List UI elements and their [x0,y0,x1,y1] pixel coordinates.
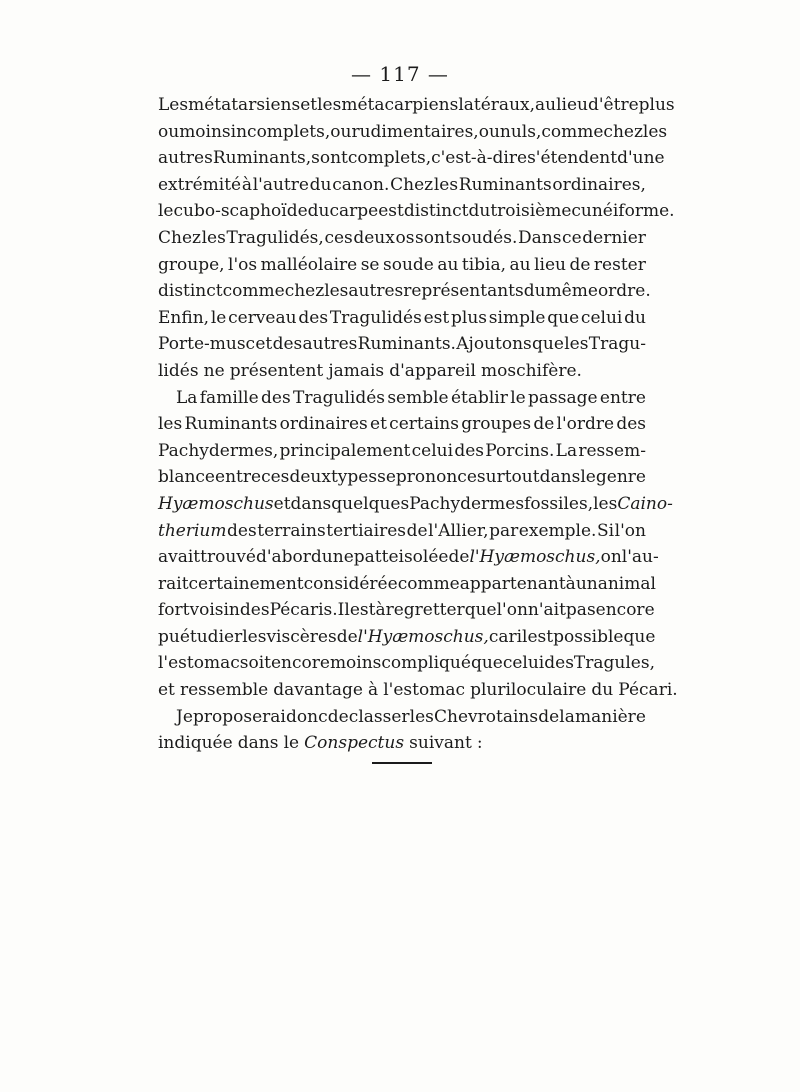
word: Pachydermes [409,493,525,514]
word: pluriloculaire [470,680,587,701]
word: l'estomac [158,653,240,674]
word: groupes [461,414,532,435]
word: est [378,201,404,222]
word: types [330,467,378,488]
word: prononce [395,467,477,488]
word: du [309,174,332,195]
word: Si [596,520,615,541]
word: d'une [617,148,665,169]
word: soit [239,653,271,674]
word: voisin [189,600,240,621]
word: comme [222,281,285,302]
word: Tragulidés, [226,227,324,248]
word: La [555,440,578,461]
word: Chevrotains [434,706,539,727]
word: encore [270,653,330,674]
word: incomplets, [230,121,331,142]
word: surtout [476,467,540,488]
word: se [360,254,380,275]
word: therium [158,520,227,541]
word: de [448,547,470,568]
word: des [454,440,484,461]
word: le [283,733,300,754]
word: animal [597,573,656,594]
word: rudimentaires, [351,121,479,142]
body-text [158,92,678,757]
word: de [533,414,555,435]
word: que [623,626,656,647]
word: troisième [490,201,572,222]
word: c'est-à-dire [431,148,528,169]
word: considérée [303,573,398,594]
text-line [158,544,659,571]
text-line [158,331,646,358]
word: compliqué [381,653,471,674]
word: carpe [329,201,379,222]
word: car [488,626,517,647]
word: jamais [328,360,385,381]
word: métacarpiens [341,95,459,115]
word: est [349,600,376,621]
word: canon. [332,174,390,195]
text-line [158,145,665,172]
word: moins [329,653,382,674]
word: dans [290,493,332,514]
word: famille [199,387,259,408]
word: complets, [347,148,432,169]
word: Caino- [617,493,673,514]
word: autres [158,148,213,169]
word: simple [488,307,546,328]
word: que [532,334,564,355]
word: de [336,626,358,647]
text-line [158,704,646,731]
word: Conspectus [304,733,405,754]
word: et [273,493,291,514]
word: chez [603,121,643,142]
word: des [272,334,303,355]
word: latéraux, [458,95,536,115]
word: Tragulidés [329,307,422,328]
text-line [158,464,646,491]
word: fossiles, [524,493,594,514]
word: les [324,281,349,302]
word: Porte-musc [158,334,256,355]
word: ou [330,121,352,142]
word: lieu [556,95,588,115]
word: plus [638,95,675,115]
word: soudés. [452,227,518,248]
word: du [591,680,614,701]
word: semble [387,387,449,408]
word: exemple. [518,520,597,541]
word: les [158,414,183,435]
word: comme [397,573,460,594]
word: Il [337,600,350,621]
text-line [158,677,678,704]
word: de [327,706,349,727]
word: lidés [158,360,199,381]
page-number: — 117 — [351,62,449,86]
word: Les [158,95,189,115]
word: nuls, [499,121,542,142]
word: sont [311,148,348,169]
text-line [158,650,655,677]
word: appartenant [459,573,566,594]
word: Ruminants [184,414,278,435]
word: genre [595,467,646,488]
word: les [201,227,226,248]
word: Pachydermes, [158,440,279,461]
word: groupe, [158,254,225,275]
word: dernier [582,227,646,248]
text-line [158,411,646,438]
word: les [242,626,267,647]
word: Ruminants, [212,148,312,169]
paragraph [158,704,646,757]
word: à [241,174,252,195]
word: ressem- [578,440,646,461]
word: Chez [390,174,434,195]
word: les [317,95,342,115]
text-line [158,624,656,651]
word: les [409,706,434,727]
word: l'Allier, [428,520,489,541]
word: Je [176,706,193,727]
word: et [300,95,318,115]
word: ressemble [180,680,269,701]
word: un [575,573,598,594]
word: passage [528,387,598,408]
word: ces [261,467,290,488]
word: tibia, [461,254,507,275]
word: La [176,387,198,408]
word: l'estomac [383,680,465,701]
word: au [535,95,557,115]
word: Hyæmoschus [158,493,274,514]
word: Chez [158,227,201,248]
word: Tragulidés [293,387,385,408]
word: lieu [534,254,566,275]
word: Ruminants. [357,334,456,355]
word: Tragules, [573,653,655,674]
paragraph [158,92,675,385]
text-line [158,198,675,225]
word: regretter [385,600,465,621]
word: blance [158,467,215,488]
word: à [368,680,379,701]
text-line [158,491,673,518]
text-line [158,278,651,305]
word: au [437,254,459,275]
word: l'au- [621,547,659,568]
word: et [158,680,175,701]
word: ces [324,227,353,248]
word: est [423,307,450,328]
word: du [523,281,546,302]
word: il [516,626,528,647]
text-line [158,92,675,119]
word: Dans [517,227,562,248]
word: des [239,600,270,621]
word: à [375,600,386,621]
word: indiquée [158,733,233,754]
word: classer [348,706,410,727]
word: rait [158,573,189,594]
word: dans [237,733,279,754]
word: du [624,307,646,328]
word: malléolaire [260,254,358,275]
word: se [377,467,396,488]
word: celui [411,440,454,461]
word: les [593,493,618,514]
word: l'on [614,520,646,541]
word: moins [179,121,231,142]
word: le [210,307,227,328]
word: des [261,387,291,408]
word: isolée [398,547,449,568]
word: les [433,174,459,195]
text-line [158,172,646,199]
word: entre [599,387,646,408]
word: de [538,706,560,727]
word: ordre. [597,281,651,302]
word: terrains [257,520,326,541]
word: établir [450,387,508,408]
paragraph [158,385,678,704]
word: autres [302,334,358,355]
word: celui [580,307,623,328]
word: des [544,653,574,674]
text-line [158,119,668,146]
word: ordinaires [279,414,368,435]
word: la [559,706,575,727]
word: patte [353,547,399,568]
word: distinct [403,201,469,222]
word: comme [541,121,604,142]
word: l'os [228,254,258,275]
word: : [476,733,483,754]
word: possible [553,626,624,647]
word: certains [389,414,459,435]
word: et [370,414,387,435]
word: dans [539,467,581,488]
word: de [569,254,591,275]
word: n'ait [527,600,566,621]
section-rule [372,762,432,764]
word: de [406,520,428,541]
text-line [158,305,646,332]
word: deux [289,467,331,488]
word: deux [353,227,395,248]
word: d'être [588,95,639,115]
word: le [580,467,596,488]
word: à [565,573,576,594]
word: Enfin, [158,307,210,328]
word: distinct [158,281,223,302]
word: pas [565,600,596,621]
word: est [527,626,554,647]
word: cubo-scaphoïde [173,201,308,222]
word: proposerai [193,706,286,727]
word: Ajoutons [456,334,532,355]
word: soude [382,254,434,275]
word: davantage [273,680,363,701]
word: l'ordre [556,414,615,435]
text-line [158,385,646,412]
word: métatarsiens [188,95,301,115]
word: Porcins. [485,440,555,461]
word: le [510,387,526,408]
word: cerveau [228,307,297,328]
word: suivant [409,733,472,754]
word: chez [284,281,325,302]
word: Pécaris. [269,600,338,621]
word: on [600,547,622,568]
word: des [227,520,257,541]
word: tertiaires [326,520,407,541]
word: l'Hyæmoschus, [469,547,601,568]
word: des [616,414,646,435]
word: plus [451,307,487,328]
word: Ruminants [458,174,552,195]
word: ou [478,121,500,142]
word: présentent [229,360,324,381]
word: manière [574,706,646,727]
word: rester [593,254,646,275]
word: des [298,307,329,328]
word: du [307,201,330,222]
word: étudier [179,626,243,647]
word: s'étendent [527,148,618,169]
word: du [468,201,491,222]
word: d'abord [255,547,322,568]
word: celui [502,653,545,674]
word: au [509,254,531,275]
text-line [158,597,655,624]
word: trouvé [200,547,256,568]
word: cunéiforme. [571,201,675,222]
word: autres [348,281,404,302]
word: même [545,281,598,302]
word: extrémité [158,174,242,195]
word: moschifère. [481,360,582,381]
word: fort [158,600,190,621]
word: certainement [188,573,304,594]
text-line [158,730,646,757]
word: que [547,307,580,328]
word: ce [562,227,582,248]
word: os [395,227,415,248]
text-line [158,252,646,279]
word: l'autre [252,174,309,195]
word: l'on [496,600,528,621]
text-line [158,518,646,545]
word: par [489,520,519,541]
word: donc [286,706,328,727]
word: les [564,334,589,355]
word: avait [158,547,201,568]
word: pu [158,626,180,647]
word: représentants [403,281,524,302]
word: entre [215,467,262,488]
word: sont [415,227,452,248]
word: l'Hyæmoschus, [357,626,489,647]
text-line [158,571,656,598]
word: et [255,334,273,355]
word: que [464,600,497,621]
word: que [470,653,503,674]
word: Pécari. [618,680,678,701]
word: une [321,547,354,568]
word: viscères [266,626,337,647]
word: Tragu- [588,334,646,355]
word: ou [158,121,180,142]
word: d'appareil [389,360,476,381]
word: principalement [279,440,411,461]
text-line [158,358,646,385]
word: encore [595,600,655,621]
word: ne [203,360,225,381]
word: ordinaires, [552,174,646,195]
text-line [158,438,646,465]
word: les [642,121,668,142]
word: le [158,201,174,222]
word: quelques [331,493,410,514]
text-line [158,225,646,252]
